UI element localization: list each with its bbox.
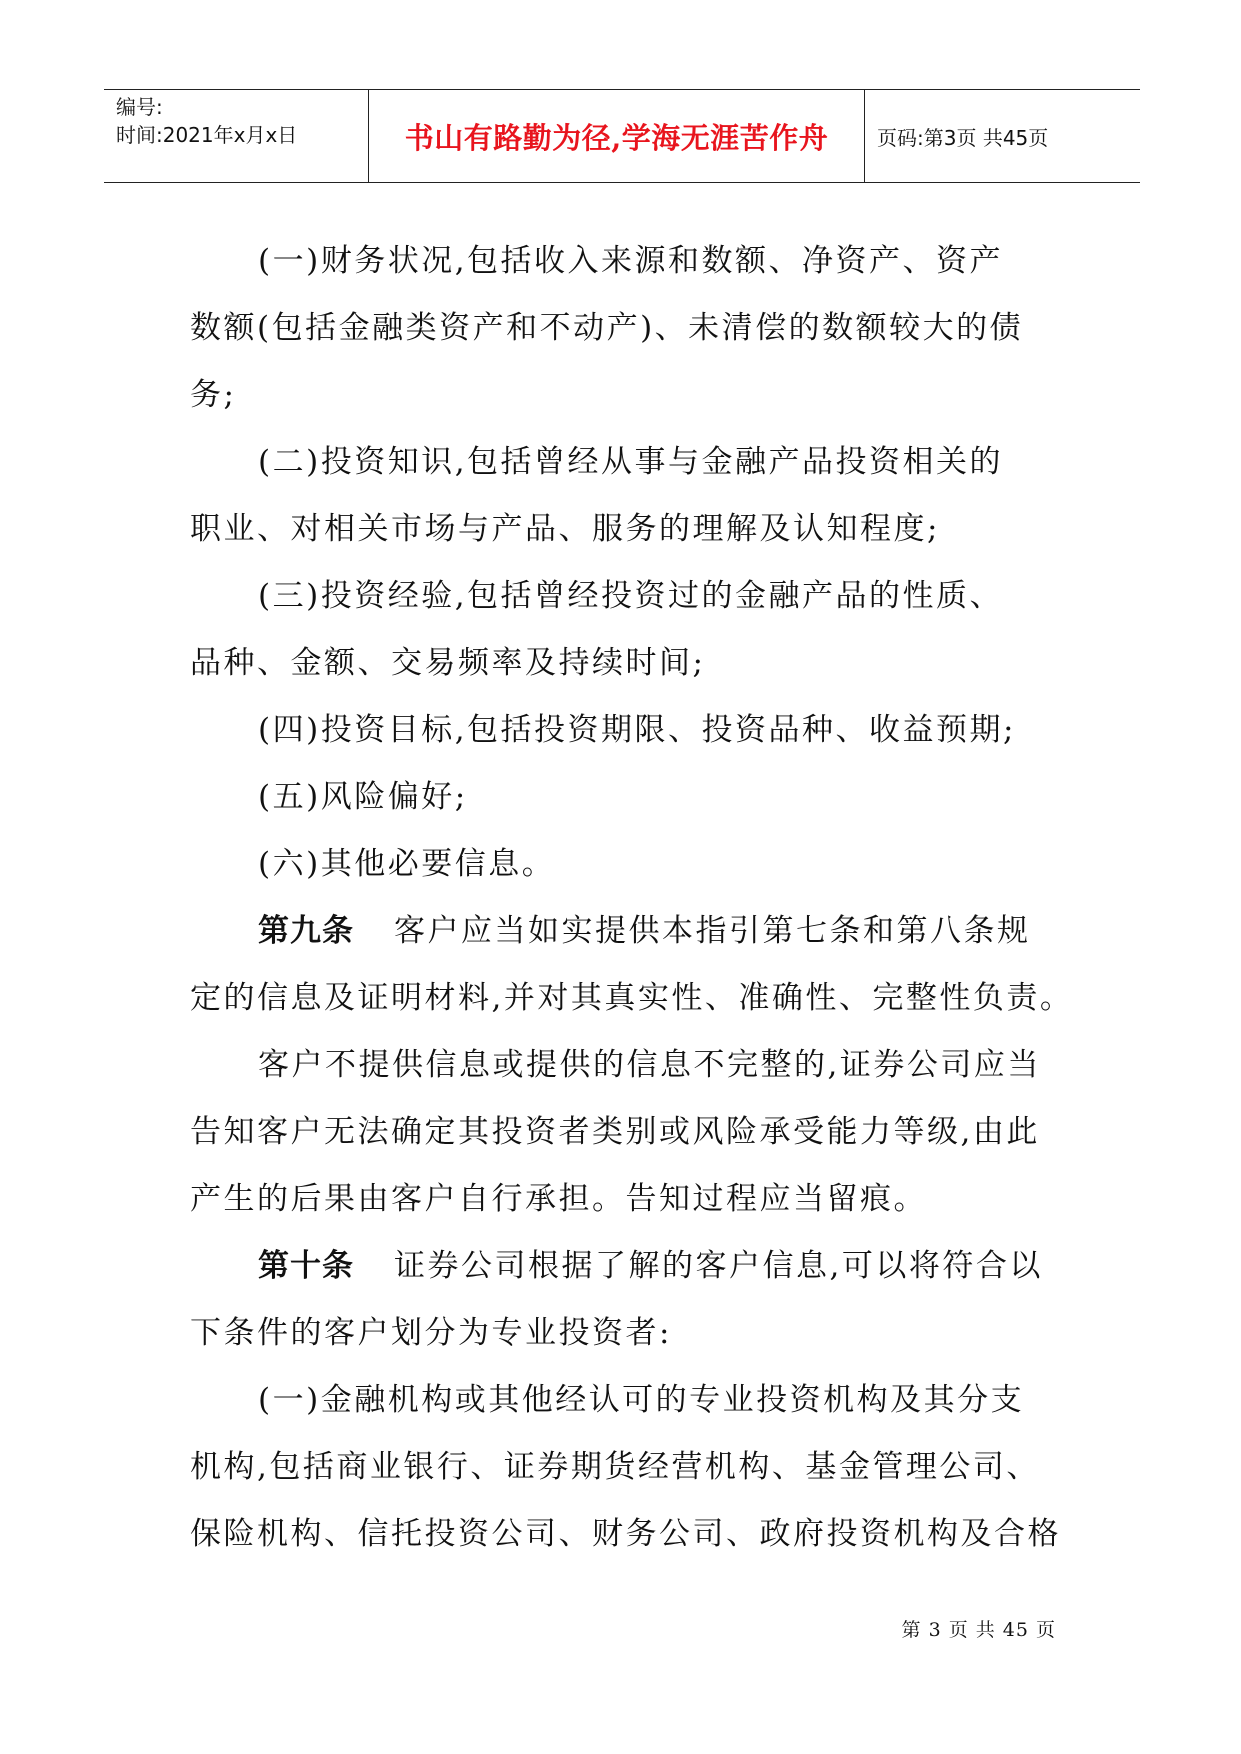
line-text: (四)投资目标,包括投资期限、投资品种、收益预期; — [258, 712, 1016, 748]
line-text: (六)其他必要信息。 — [258, 846, 556, 882]
line-text: 证券公司根据了解的客户信息,可以将符合以 — [394, 1248, 1043, 1284]
line-text: (二)投资知识,包括曾经从事与金融产品投资相关的 — [258, 444, 1004, 480]
line-text: 务; — [190, 377, 237, 413]
body-line — [190, 295, 1070, 362]
body-line — [190, 1300, 1070, 1367]
body-line — [190, 831, 1070, 898]
header-motto: 书山有路勤为径,学海无涯苦作舟 — [369, 90, 865, 182]
line-text: (三)投资经验,包括曾经投资过的金融产品的性质、 — [258, 578, 1004, 614]
article-line — [190, 1233, 1070, 1300]
body-line — [190, 362, 1070, 429]
article-heading: 第十条 — [258, 1248, 354, 1284]
line-text: 定的信息及证明材料,并对其真实性、准确性、完整性负责。 — [190, 980, 1074, 1016]
line-text: 品种、金额、交易频率及持续时间; — [190, 645, 706, 681]
article-line — [190, 898, 1070, 965]
body-line — [190, 496, 1070, 563]
line-text: (五)风险偏好; — [258, 779, 468, 815]
body-line — [190, 965, 1074, 1032]
page-footer: 第 3 页 共 45 页 — [901, 1619, 1056, 1641]
line-text: 数额(包括金融类资产和不动产)、未清偿的数额较大的债 — [190, 310, 1024, 346]
line-text: 职业、对相关市场与产品、服务的理解及认知程度; — [190, 511, 940, 547]
header-page-info: 页码:第3页 共45页 — [877, 125, 1049, 150]
line-text: 告知客户无法确定其投资者类别或风险承受能力等级,由此 — [190, 1114, 1040, 1150]
page-header — [104, 89, 1140, 183]
document-time-label: 时间:2021年x月x日 — [116, 123, 298, 147]
body-line — [190, 228, 1070, 295]
line-text: 客户应当如实提供本指引第七条和第八条规 — [394, 913, 1031, 949]
body-line — [190, 1166, 1070, 1233]
body-line — [190, 1367, 1070, 1434]
body-line — [190, 1501, 1070, 1568]
body-line — [190, 630, 1070, 697]
line-text: 下条件的客户划分为专业投资者: — [190, 1315, 672, 1351]
body-line — [190, 1099, 1070, 1166]
article-heading: 第九条 — [258, 913, 354, 949]
body-line — [190, 563, 1070, 630]
line-text: 保险机构、信托投资公司、财务公司、政府投资机构及合格 — [190, 1516, 1061, 1552]
document-body — [190, 228, 1074, 1568]
line-text: (一)金融机构或其他经认可的专业投资机构及其分支 — [258, 1382, 1025, 1418]
body-line — [190, 764, 1070, 831]
body-line — [190, 429, 1070, 496]
body-line — [190, 697, 1070, 764]
header-meta-cell — [104, 90, 369, 182]
line-text: 产生的后果由客户自行承担。告知过程应当留痕。 — [190, 1181, 927, 1217]
body-line — [190, 1032, 1070, 1099]
document-number-label: 编号: — [116, 95, 163, 119]
body-line — [190, 1434, 1070, 1501]
line-text: 客户不提供信息或提供的信息不完整的,证券公司应当 — [258, 1047, 1041, 1083]
line-text: 机构,包括商业银行、证券期货经营机构、基金管理公司、 — [190, 1449, 1040, 1485]
line-text: (一)财务状况,包括收入来源和数额、净资产、资产 — [258, 243, 1004, 279]
